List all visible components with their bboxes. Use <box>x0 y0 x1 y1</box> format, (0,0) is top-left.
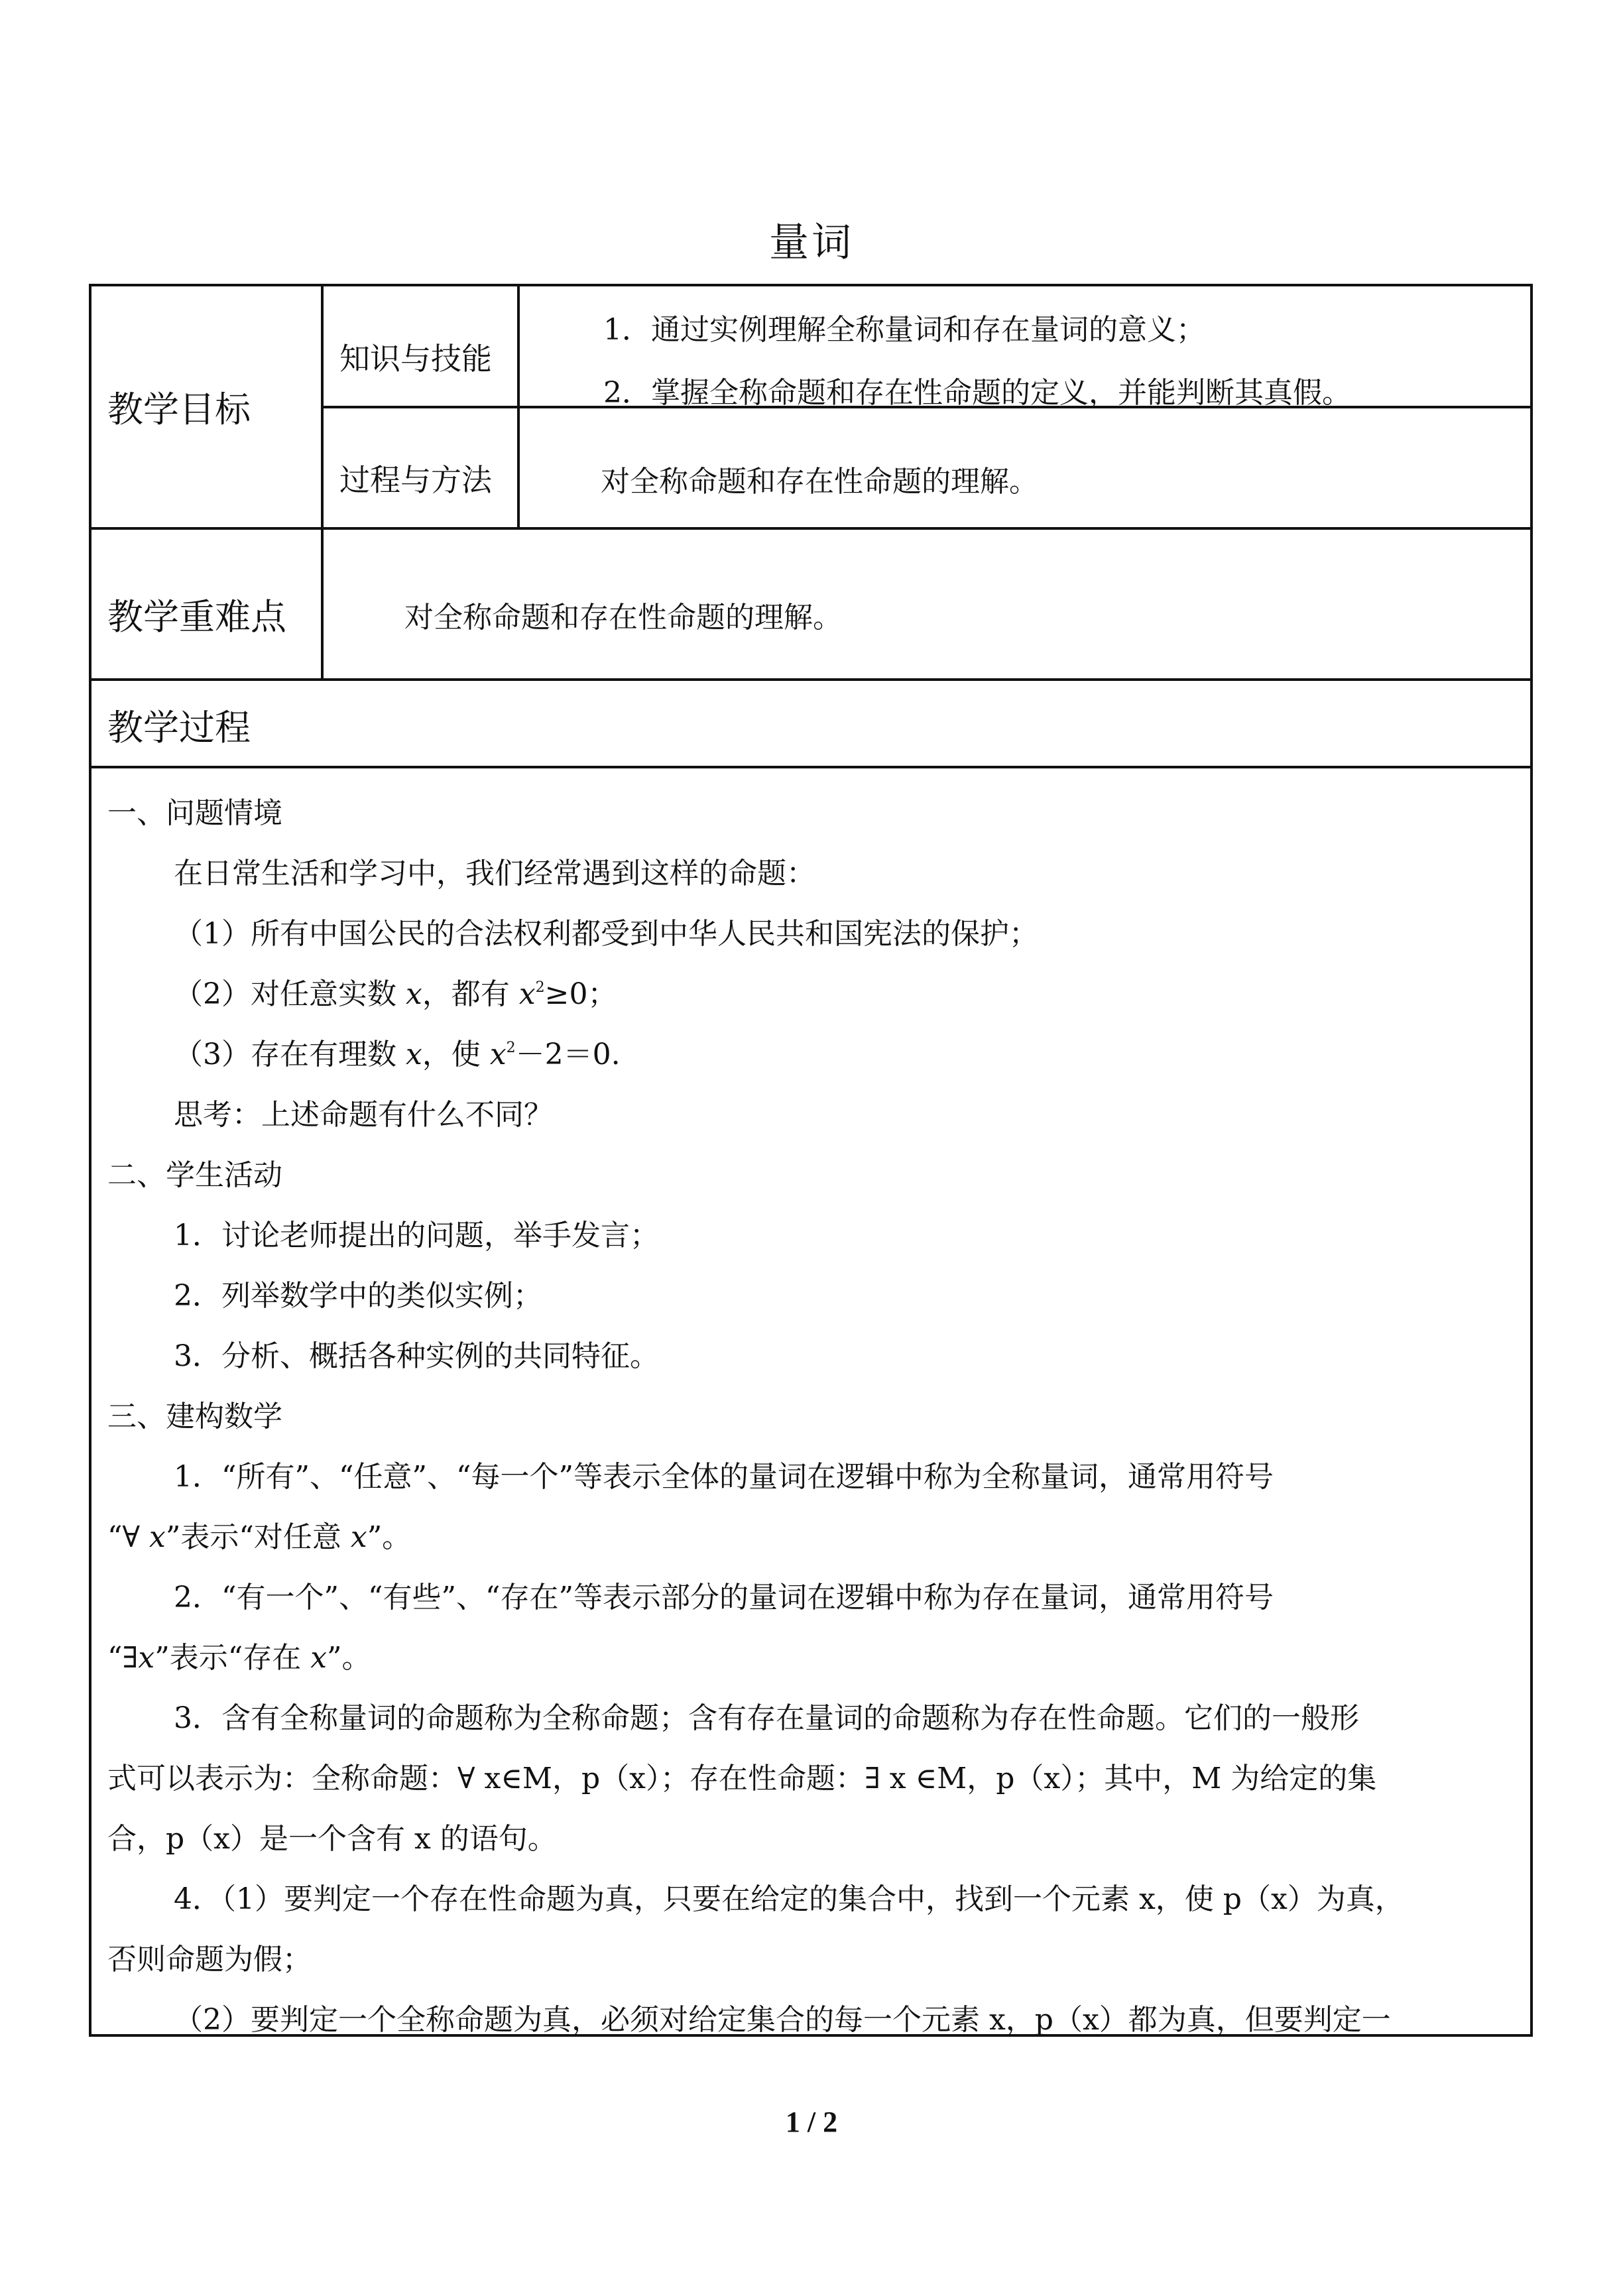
exponent: 2 <box>535 979 545 996</box>
text: －2＝0. <box>515 1038 621 1071</box>
table-border-right <box>1530 284 1533 2037</box>
objectives-header: 教学目标 <box>107 389 251 430</box>
paragraph-line: 2．“有一个”、“有些”、“存在”等表示部分的量词在逻辑中称为存在量词，通常用符号 <box>174 1581 1274 1614</box>
table-row-divider <box>89 678 1533 681</box>
text: ”。 <box>367 1520 412 1554</box>
list-item: 3．分析、概括各种实例的共同特征。 <box>174 1339 659 1373</box>
text: ”表示“存在 <box>154 1641 311 1675</box>
paragraph-line: 1．“所有”、“任意”、“每一个”等表示全体的量词在逻辑中称为全称量词，通常用符号 <box>174 1460 1274 1494</box>
math-var: x <box>518 977 536 1011</box>
section-heading: 一、问题情境 <box>107 796 282 830</box>
exponent: 2 <box>506 1040 516 1056</box>
math-var: x <box>149 1520 166 1554</box>
paragraph-line: 式可以表示为：全称命题：∀ x∈M，p（x）；存在性命题：∃ x ∈M，p（x）；其中，M 为给定的集 <box>107 1762 1377 1795</box>
proposition-2 <box>174 970 617 1012</box>
objective-category: 过程与方法 <box>339 462 492 498</box>
text: （3）存在有理数 <box>174 1038 406 1071</box>
paragraph-line: 3．含有全称量词的命题称为全称命题；含有存在量词的命题称为存在性命题。它们的一般形 <box>174 1701 1359 1735</box>
list-item: 1．讨论老师提出的问题，举手发言； <box>174 1219 659 1252</box>
text: ”表示“对任意 <box>165 1520 351 1554</box>
keypoints-header: 教学重难点 <box>107 596 286 638</box>
objective-category: 知识与技能 <box>339 341 492 377</box>
proposition-1: （1）所有中国公民的合法权利都受到中华人民共和国宪法的保护； <box>174 917 1038 951</box>
objective-item: 对全称命题和存在性命题的理解。 <box>601 465 1038 499</box>
table-row-divider <box>89 766 1533 768</box>
list-item: 2．列举数学中的类似实例； <box>174 1279 542 1313</box>
text: ≥0； <box>544 977 617 1011</box>
table-row-divider <box>89 527 1533 530</box>
math-var: x <box>138 1641 155 1675</box>
math-var: x <box>310 1641 328 1675</box>
think-question: 思考：上述命题有什么不同？ <box>174 1098 553 1132</box>
document-title: 量词 <box>769 219 854 266</box>
math-var: x <box>405 977 422 1011</box>
section-heading: 三、建构数学 <box>107 1400 282 1433</box>
objective-item: 2．掌握全称命题和存在性命题的定义，并能判断其真假。 <box>603 376 1351 410</box>
paragraph-line: 否则命题为假； <box>107 1943 312 1976</box>
paragraph-line <box>107 1513 411 1555</box>
section-heading: 二、学生活动 <box>107 1158 282 1192</box>
math-var: x <box>405 1038 422 1071</box>
paragraph-line: 4．（1）要判定一个存在性命题为真，只要在给定的集合中，找到一个元素 x，使 p（x）为真， <box>174 1882 1404 1916</box>
table-col-divider <box>517 284 520 528</box>
text: ，使 <box>422 1038 490 1071</box>
table-border-left <box>89 284 91 2037</box>
paragraph-line <box>107 1634 371 1676</box>
objective-item: 1．通过实例理解全称量词和存在量词的意义； <box>603 313 1205 347</box>
math-var: x <box>489 1038 507 1071</box>
text: ，都有 <box>422 977 519 1011</box>
text: “∃ <box>107 1641 139 1675</box>
text: ”。 <box>327 1641 371 1675</box>
math-var: x <box>350 1520 367 1554</box>
process-header: 教学过程 <box>107 707 251 749</box>
proposition-3 <box>174 1030 621 1073</box>
text: “∀ <box>107 1520 150 1554</box>
text: （2）对任意实数 <box>174 977 406 1011</box>
paragraph-line: （2）要判定一个全称命题为真，必须对给定集合的每一个元素 x，p（x）都为真，但要判定一 <box>174 2003 1391 2037</box>
page-number: 1 / 2 <box>785 2106 838 2138</box>
table-border-top <box>89 284 1533 286</box>
keypoints-content: 对全称命题和存在性命题的理解。 <box>404 601 842 634</box>
table-col-divider <box>321 284 324 680</box>
paragraph: 在日常生活和学习中，我们经常遇到这样的命题： <box>174 857 815 890</box>
paragraph-line: 合，p（x）是一个含有 x 的语句。 <box>107 1822 557 1856</box>
